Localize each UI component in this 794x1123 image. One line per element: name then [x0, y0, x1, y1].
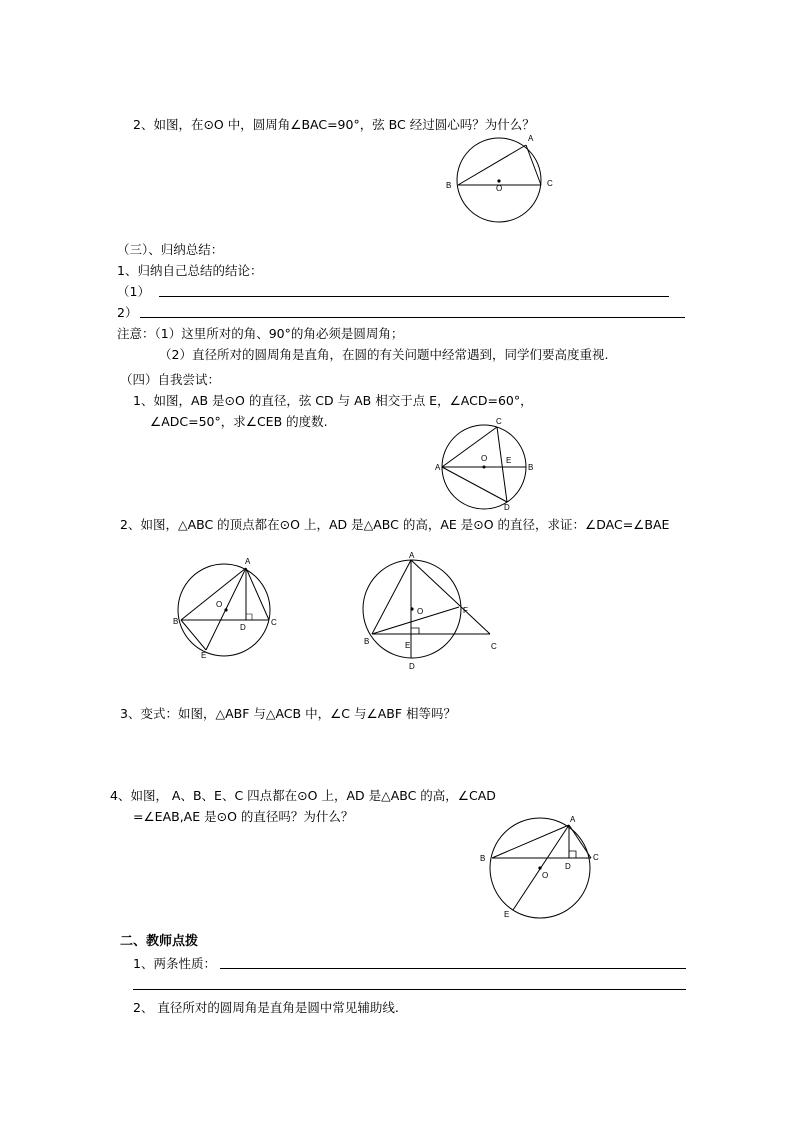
summary-line-2-label: 2）: [117, 305, 138, 320]
label-b: B: [173, 617, 179, 626]
label-e: E: [201, 651, 207, 660]
figure-circle-bac: [440, 128, 560, 228]
side-ab: [181, 568, 246, 620]
problem-1-line-1: 1、如图，AB 是⊙O 的直径，弦 CD 与 AB 相交于点 E，∠ACD=60°，: [133, 393, 533, 408]
label-c: C: [593, 853, 599, 862]
side-ac: [569, 825, 591, 858]
right-angle-mark: [246, 614, 252, 620]
teacher-item-2: 2、 直径所对的圆周角是直角是圆中常见辅助线.: [133, 1000, 399, 1015]
right-angle-mark: [411, 628, 419, 634]
teacher-heading: 二、教师点拨: [120, 934, 199, 949]
label-c: C: [496, 417, 502, 426]
center-dot: [497, 179, 500, 182]
problem-4-line-2: =∠EAB,AE 是⊙O 的直径吗？为什么？: [133, 809, 354, 824]
answer-line-1: [159, 296, 669, 297]
side-ac: [411, 560, 490, 634]
question-2-text: 2、如图，在⊙O 中，圆周角∠BAC=90°，弦 BC 经过圆心吗？为什么？: [133, 117, 535, 132]
problem-4-line-1: 4、如图， A、B、E、C 四点都在⊙O 上，AD 是△ABC 的高，∠CAD: [110, 788, 496, 803]
label-o: O: [216, 600, 223, 609]
label-a: A: [570, 815, 576, 824]
label-a: A: [435, 463, 441, 472]
label-a: A: [409, 551, 415, 560]
label-d: D: [565, 862, 571, 871]
figure-triangle-abc-1: [168, 554, 288, 664]
chord-be: [181, 620, 206, 650]
label-b: B: [480, 854, 486, 863]
label-b: B: [364, 637, 370, 646]
answer-line-3: [220, 968, 686, 969]
label-e: E: [506, 456, 512, 465]
label-f: F: [463, 606, 468, 615]
summary-line-1-label: （1）: [117, 284, 150, 299]
label-c: C: [271, 618, 277, 627]
label-o: O: [481, 454, 488, 463]
section-3-heading: （三）、归纳总结：: [117, 242, 224, 257]
problem-3-text: 3、变式：如图，△ABF 与△ACB 中，∠C 与∠ABF 相等吗？: [120, 706, 456, 721]
label-d: D: [504, 503, 510, 512]
answer-line-4: [133, 989, 686, 990]
label-o: O: [417, 607, 424, 616]
center-dot: [538, 866, 541, 869]
right-angle-mark: [569, 851, 576, 858]
problem-1-line-2: ∠ADC=50°，求∠CEB 的度数.: [150, 414, 328, 429]
figure-triangle-abf: [358, 548, 508, 673]
problem-2-text: 2、如图，△ABC 的顶点都在⊙O 上，AD 是△ABC 的高，AE 是⊙O 的直径，求证：∠DAC=∠BAE: [120, 517, 670, 532]
center-dot: [224, 608, 227, 611]
label-b: B: [528, 463, 534, 472]
label-b: B: [446, 181, 452, 190]
label-e: E: [504, 910, 510, 919]
side-ab: [492, 825, 569, 858]
side-ac: [246, 568, 269, 620]
label-o: O: [496, 184, 503, 193]
label-o: O: [542, 871, 549, 880]
label-c: C: [491, 642, 497, 651]
side-ab: [372, 560, 411, 634]
label-a: A: [245, 557, 251, 566]
circle-o: [178, 564, 270, 656]
label-a: A: [528, 134, 534, 143]
summary-item-1: 1、归纳自己总结的结论：: [117, 263, 263, 278]
note-2: （2）直径所对的圆周角是直角，在圆的有关问题中经常遇到，同学们要高度重视.: [159, 347, 609, 362]
figure-circle-cd-ab: [432, 415, 542, 515]
label-e: E: [405, 641, 411, 650]
figure-triangle-abc-2: [477, 812, 607, 922]
teacher-item-1: 1、两条性质：: [133, 956, 216, 971]
chord-ac: [442, 427, 497, 467]
section-4-heading: （四）自我尝试：: [120, 372, 221, 387]
answer-line-2: [140, 317, 685, 318]
label-d: D: [409, 662, 415, 671]
chord-bf: [372, 607, 459, 634]
label-d: D: [240, 623, 246, 632]
label-c: C: [547, 179, 553, 188]
chord-ad: [442, 467, 507, 502]
center-dot: [410, 607, 413, 610]
center-dot: [483, 466, 486, 469]
note-1: 注意：（1）这里所对的角、90°的角必须是圆周角；: [117, 326, 404, 341]
